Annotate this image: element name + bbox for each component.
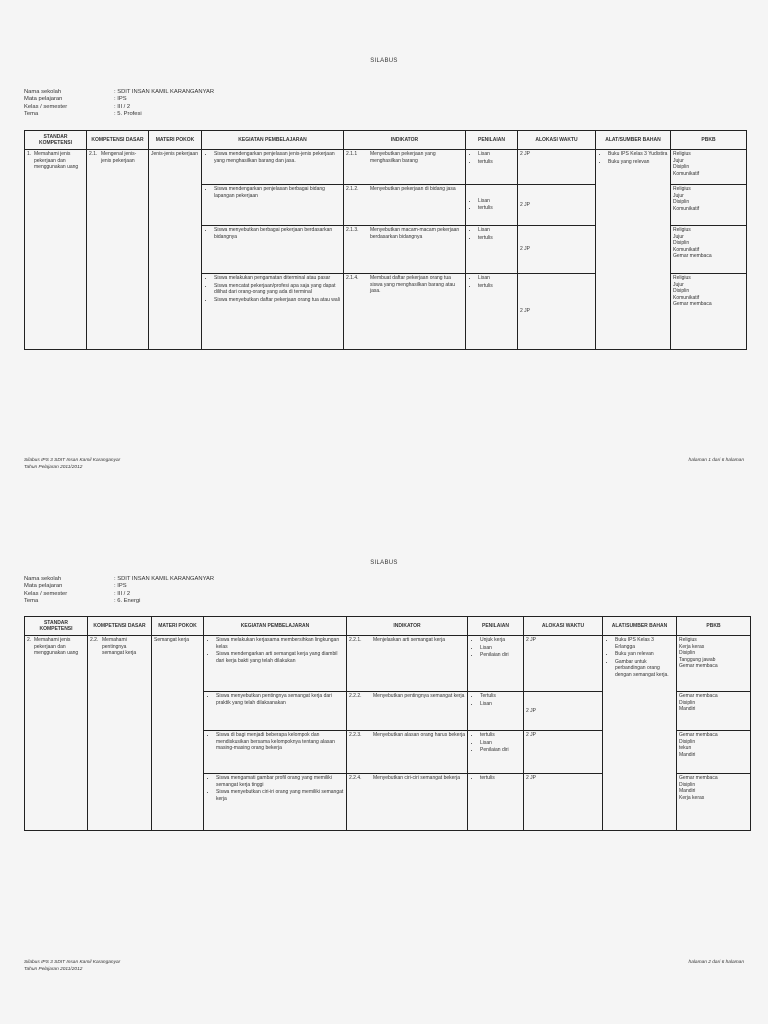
indikator-cell bbox=[344, 274, 466, 350]
pbkb-item: Komunikatif bbox=[673, 294, 700, 301]
class-label: Kelas / semester bbox=[24, 103, 68, 110]
pbkb-item: Jujur bbox=[673, 281, 684, 288]
pbkb-cell bbox=[677, 731, 751, 774]
footer-page-number: halaman 1 dari 6 halaman bbox=[688, 458, 744, 463]
indikator-text: Menyebutkan ciri-ciri semangat bekerja bbox=[373, 775, 460, 781]
alat-sumber-cell bbox=[603, 636, 677, 831]
pbkb-item: Komunikatif bbox=[673, 170, 700, 177]
pbkb-item: Tanggung jawab bbox=[679, 656, 716, 663]
penilaian-item: • Lisan bbox=[480, 645, 521, 652]
header-kompetensi-dasar: KOMPETENSI DASAR bbox=[87, 131, 149, 150]
penilaian-item: • Unjuk kerja bbox=[480, 637, 521, 644]
indikator-text: Menjelaskan arti semangat kerja bbox=[373, 637, 445, 643]
kegiatan-item: • Siswa menyebutkan pentingnya semangat kerja dari praktik yang telah dilaksanakan bbox=[216, 693, 344, 706]
footer-doc-name: Silabus IPS 3 SDIT Insan Kamil Karanganyar bbox=[24, 960, 121, 965]
pbkb-cell bbox=[671, 185, 747, 226]
kegiatan-cell bbox=[204, 774, 347, 831]
header-standar-kompetensi: STANDAR KOMPETENSI bbox=[25, 131, 87, 150]
alat-sumber-cell bbox=[596, 150, 671, 350]
document-page-1 bbox=[0, 0, 768, 500]
kd-text: Memahami pentingnya semangat kerja bbox=[102, 637, 137, 656]
subject-value: : IPS bbox=[114, 583, 127, 590]
kegiatan-cell bbox=[202, 274, 344, 350]
kegiatan-item: • Siswa mengamati gambar profil orang yang memiliki semangat kerja tinggi bbox=[216, 775, 344, 788]
alat-item: • Buku IPS Kelas 3 Yudistira bbox=[608, 151, 668, 158]
page-title: SILABUS bbox=[370, 58, 398, 64]
materi-pokok-cell: Jenis-jenis pekerjaan bbox=[149, 150, 202, 350]
alokasi-cell: 2 JP bbox=[518, 150, 596, 185]
kegiatan-item: • Siswa melakukan pengamatan diterminal atau pasar bbox=[214, 275, 341, 282]
standar-kompetensi-cell bbox=[25, 636, 88, 831]
indikator-text: Menyebutkan pentingnya semangat kerja bbox=[373, 693, 465, 699]
pbkb-cell bbox=[671, 226, 747, 274]
footer-doc-name: Silabus IPS 3 SDIT Insan Kamil Karanganyar bbox=[24, 458, 121, 463]
indikator-cell bbox=[344, 226, 466, 274]
penilaian-cell bbox=[468, 731, 524, 774]
penilaian-item: • Penilaian diri bbox=[480, 652, 521, 659]
theme-value: : 5. Profesi bbox=[114, 111, 142, 118]
pbkb-item: tekun bbox=[679, 745, 692, 751]
indikator-number: 2.2.1. bbox=[349, 637, 362, 643]
table-header-row bbox=[25, 617, 751, 636]
table-row bbox=[25, 150, 747, 185]
pbkb-cell bbox=[677, 636, 751, 692]
pbkb-cell bbox=[671, 274, 747, 350]
pbkb-cell bbox=[677, 774, 751, 831]
pbkb-item: Jujur bbox=[673, 157, 684, 164]
alat-item: • Buku yang relevan bbox=[608, 159, 668, 166]
school-value: : SDIT INSAN KAMIL KARANGANYAR bbox=[114, 576, 215, 582]
penilaian-cell bbox=[468, 692, 524, 731]
header-indikator: INDIKATOR bbox=[344, 131, 466, 150]
page-title: SILABUS bbox=[370, 560, 398, 566]
penilaian-item: • tertulis bbox=[478, 205, 515, 212]
kd-number: 2.2. bbox=[90, 637, 99, 643]
pbkb-item: Jujur bbox=[673, 233, 684, 240]
alokasi-cell: 2 JP bbox=[524, 692, 603, 731]
indikator-cell bbox=[347, 636, 468, 692]
kegiatan-item: • Siswa menyebutkan daftar pekerjaan orang tua atau wali bbox=[214, 297, 341, 304]
standar-kompetensi-cell bbox=[25, 150, 87, 350]
pbkb-item: Disiplin bbox=[679, 699, 696, 706]
sk-text: Memahami jenis pekerjaan dan menggunakan uang bbox=[34, 637, 79, 656]
penilaian-item: • tertulis bbox=[480, 775, 521, 782]
penilaian-item: • Lisan bbox=[478, 198, 515, 205]
penilaian-cell bbox=[466, 274, 518, 350]
kd-text: Mengenal jenis-jenis pekerjaan bbox=[101, 151, 137, 164]
alokasi-cell: 2 JP bbox=[518, 226, 596, 274]
alokasi-cell: 2 JP bbox=[518, 274, 596, 350]
pbkb-item: Gemar membaca bbox=[673, 301, 712, 307]
kegiatan-item: • Siswa melakukan kerjasama membersihkan lingkungan kelas bbox=[216, 637, 344, 650]
penilaian-item: • tertulis bbox=[480, 732, 521, 739]
header-penilaian: PENILAIAN bbox=[466, 131, 518, 150]
footer-left bbox=[24, 457, 120, 471]
sk-number: 2. bbox=[27, 637, 32, 643]
pbkb-item: Religius bbox=[673, 275, 691, 281]
header-pbkb: PBKB bbox=[677, 617, 751, 636]
kompetensi-dasar-cell bbox=[88, 636, 152, 831]
kegiatan-item: • Siswa mencatat pekerjaan/profesi apa saja yang dapat dilihat dari orang-orang yang ada di terminal bbox=[214, 283, 341, 296]
kegiatan-cell bbox=[204, 636, 347, 692]
penilaian-item: • Tertulis bbox=[480, 693, 521, 700]
subject-label: Mata pelajaran bbox=[24, 583, 63, 590]
indikator-cell bbox=[344, 185, 466, 226]
pbkb-item: Kerja keras bbox=[679, 794, 705, 801]
header-info bbox=[24, 576, 214, 606]
header-pbkb: PBKB bbox=[671, 131, 747, 150]
kegiatan-item: • Siswa menyebutkan berbagai pekerjaan berdasarkan bidangnya bbox=[214, 227, 341, 240]
penilaian-cell bbox=[468, 636, 524, 692]
indikator-number: 2.1.2. bbox=[346, 186, 359, 192]
header-kegiatan: KEGIATAN PEMBELAJARAN bbox=[204, 617, 347, 636]
sk-text: Memahami jenis pekerjaan dan menggunakan uang bbox=[34, 151, 79, 170]
footer-page-number: halaman 2 dari 6 halaman bbox=[688, 960, 744, 965]
kd-number: 2.1. bbox=[89, 151, 98, 157]
indikator-text: Menyebutkan alasan orang harus bekerja bbox=[373, 732, 466, 738]
footer-year: Tahun Pelajaran 2011/2012 bbox=[24, 967, 83, 972]
theme-value: : 6. Energi bbox=[114, 598, 141, 605]
header-penilaian: PENILAIAN bbox=[468, 617, 524, 636]
penilaian-item: • Lisan bbox=[480, 740, 521, 747]
indikator-cell bbox=[347, 731, 468, 774]
alat-item: • Buku IPS Kelas 3 Erlangga bbox=[615, 637, 674, 650]
class-value: : III / 2 bbox=[114, 590, 131, 597]
indikator-number: 2.2.4. bbox=[349, 775, 362, 781]
pbkb-item: Komunikatif bbox=[673, 205, 700, 212]
class-value: : III / 2 bbox=[114, 103, 131, 110]
indikator-cell bbox=[344, 150, 466, 185]
penilaian-item: • Lisan bbox=[480, 701, 521, 708]
penilaian-cell bbox=[468, 774, 524, 831]
pbkb-item: Gemar membaca bbox=[679, 732, 718, 738]
kegiatan-item: • Siswa di bagi menjadi beberapa kelompok dan mendiskusikan bersama kelompoknya tentang alasan masing-masing orang bekerja bbox=[216, 732, 344, 752]
penilaian-item: • Lisan bbox=[478, 275, 515, 282]
header-standar-kompetensi: STANDAR KOMPETENSI bbox=[25, 617, 88, 636]
alat-item: • Gambar untuk perbandingan orang dengan semangat kerja. bbox=[615, 659, 674, 679]
pbkb-cell bbox=[677, 692, 751, 731]
header-kegiatan: KEGIATAN PEMBELAJARAN bbox=[202, 131, 344, 150]
header-alat-sumber: ALAT/SUMBER BAHAN bbox=[596, 131, 671, 150]
pbkb-item: Mandiri bbox=[679, 706, 696, 712]
school-label: Nama sekolah bbox=[24, 576, 62, 582]
indikator-number: 2.2.2. bbox=[349, 693, 362, 699]
pbkb-item: Gemar membaca bbox=[679, 775, 718, 781]
subject-label: Mata pelajaran bbox=[24, 96, 63, 103]
pbkb-cell bbox=[671, 150, 747, 185]
penilaian-item: • Lisan bbox=[478, 151, 515, 158]
indikator-text: Membuat daftar pekerjaan orang tua siswa yang menghasilkan barang atau jasa. bbox=[370, 275, 456, 294]
table-row bbox=[25, 636, 751, 692]
penilaian-item: • tertulis bbox=[478, 235, 515, 242]
kegiatan-cell bbox=[204, 692, 347, 731]
indikator-cell bbox=[347, 774, 468, 831]
pbkb-item: Religius bbox=[673, 151, 691, 157]
pbkb-item: Gemar membaca bbox=[679, 693, 718, 699]
penilaian-item: • tertulis bbox=[478, 159, 515, 166]
kompetensi-dasar-cell bbox=[87, 150, 149, 350]
document-page-2 bbox=[0, 500, 768, 1024]
table-header-row bbox=[25, 131, 747, 150]
pbkb-item: Gemar membaca bbox=[673, 253, 712, 259]
pbkb-item: Disiplin bbox=[673, 288, 690, 294]
pbkb-item: Disiplin bbox=[673, 199, 690, 205]
theme-label: Tema bbox=[24, 111, 39, 118]
penilaian-item: • Lisan bbox=[478, 227, 515, 234]
pbkb-item: Religius bbox=[673, 186, 691, 192]
indikator-text: Menyebutkan macam-macam pekerjaan berdasarkan bidangnya bbox=[370, 227, 460, 240]
subject-value: : IPS bbox=[114, 96, 127, 103]
pbkb-item: Religius bbox=[673, 227, 691, 233]
kegiatan-item: • Siswa menyebutkan ciri-iri orang yang memiliki semangat kerja bbox=[216, 789, 344, 802]
kegiatan-item: • Siswa mendengarkan arti semangat kerja yang diambil dari kerja bakti yang telah dilakukan bbox=[216, 651, 344, 664]
pbkb-item: Disiplin bbox=[679, 650, 696, 656]
footer-left bbox=[24, 959, 120, 973]
pbkb-item: Disiplin bbox=[679, 781, 696, 788]
alokasi-cell: 2 JP bbox=[518, 185, 596, 226]
kegiatan-cell bbox=[202, 226, 344, 274]
header-alat-sumber: ALAT/SUMBER BAHAN bbox=[603, 617, 677, 636]
kegiatan-item: • Siswa mendengarkan penjelasan jenis-jenis pekerjaan yang menghasilkan barang dan jasa. bbox=[214, 151, 341, 164]
header-alokasi-waktu: ALOKASI WAKTU bbox=[524, 617, 603, 636]
alat-item: • Buku yan relevan bbox=[615, 651, 674, 658]
pbkb-item: Gemar membaca bbox=[679, 663, 718, 669]
indikator-number: 2.2.3. bbox=[349, 732, 362, 738]
pbkb-item: Kerja keras bbox=[679, 643, 705, 650]
alokasi-cell: 2 JP bbox=[524, 731, 603, 774]
theme-label: Tema bbox=[24, 598, 39, 605]
alokasi-cell: 2 JP bbox=[524, 774, 603, 831]
pbkb-item: Disiplin bbox=[679, 738, 696, 745]
footer-year: Tahun Pelajaran 2011/2012 bbox=[24, 465, 83, 470]
materi-pokok-cell: Semangat kerja bbox=[152, 636, 204, 831]
indikator-text: Menyebutkan pekerjaan yang menghasilkan barang bbox=[370, 151, 436, 164]
pbkb-item: Komunikatif bbox=[673, 246, 700, 253]
kegiatan-item: • Siswa mendengarkan penjelasan berbagai bidang lapangan pekerjaan bbox=[214, 186, 341, 199]
indikator-text: Menyebutkan pekerjaan di bidang jasa bbox=[370, 186, 456, 192]
school-label: Nama sekolah bbox=[24, 89, 62, 95]
school-value: : SDIT INSAN KAMIL KARANGANYAR bbox=[114, 89, 215, 95]
pbkb-item: Disiplin bbox=[673, 240, 690, 246]
pbkb-item: Mandiri bbox=[679, 751, 696, 758]
header-materi-pokok: MATERI POKOK bbox=[152, 617, 204, 636]
pbkb-item: Disiplin bbox=[673, 164, 690, 170]
indikator-number: 2.1.4. bbox=[346, 275, 359, 281]
header-alokasi-waktu: ALOKASI WAKTU bbox=[518, 131, 596, 150]
syllabus-table bbox=[24, 130, 747, 350]
penilaian-item: • tertulis bbox=[478, 283, 515, 290]
penilaian-item: • Penilaian diri bbox=[480, 747, 521, 754]
indikator-cell bbox=[347, 692, 468, 731]
header-indikator: INDIKATOR bbox=[347, 617, 468, 636]
penilaian-cell bbox=[466, 226, 518, 274]
penilaian-cell bbox=[466, 185, 518, 226]
indikator-number: 2.1.1 bbox=[346, 151, 358, 157]
kegiatan-cell bbox=[202, 150, 344, 185]
pbkb-item: Religius bbox=[679, 637, 697, 643]
header-info bbox=[24, 89, 214, 119]
pbkb-item: Mandiri bbox=[679, 788, 696, 794]
kegiatan-cell bbox=[204, 731, 347, 774]
penilaian-cell bbox=[466, 150, 518, 185]
pbkb-item: Jujur bbox=[673, 192, 684, 199]
header-kompetensi-dasar: KOMPETENSI DASAR bbox=[88, 617, 152, 636]
class-label: Kelas / semester bbox=[24, 590, 68, 597]
header-materi-pokok: MATERI POKOK bbox=[149, 131, 202, 150]
syllabus-table bbox=[24, 616, 751, 831]
indikator-number: 2.1.3. bbox=[346, 227, 359, 233]
kegiatan-cell bbox=[202, 185, 344, 226]
sk-number: 1. bbox=[27, 151, 32, 157]
alokasi-cell: 2 JP bbox=[524, 636, 603, 692]
